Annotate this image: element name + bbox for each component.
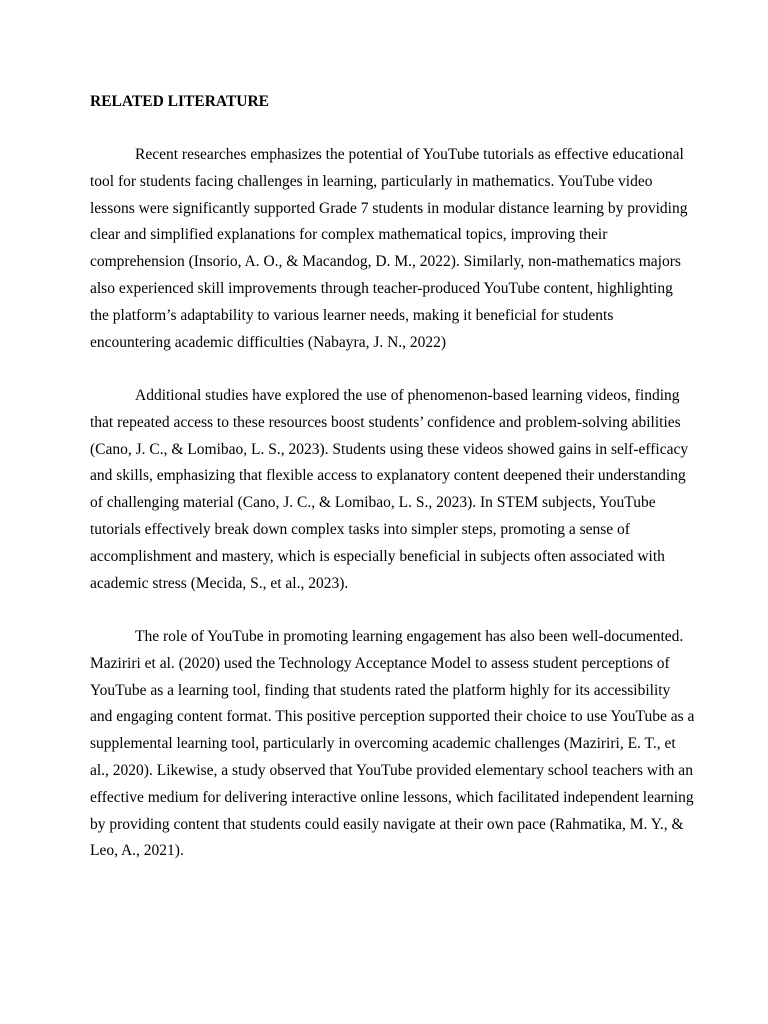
paragraph-line: comprehension (Insorio, A. O., & Macandog, D. M., 2022). Similarly, non-mathematics majors [90, 253, 681, 271]
paragraph-line: Maziriri et al. (2020) used the Technology Acceptance Model to assess student perceptions of [90, 654, 670, 672]
paragraph-line: accomplishment and mastery, which is especially beneficial in subjects often associated with [90, 547, 665, 565]
paragraph-line: and skills, emphasizing that flexible access to explanatory content deepened their understanding [90, 467, 686, 485]
paragraph-line: effective medium for delivering interactive online lessons, which facilitated independent learning [90, 788, 694, 806]
paragraph-line: al., 2020). Likewise, a study observed that YouTube provided elementary school teachers with an [90, 761, 693, 779]
paragraph-line: tool for students facing challenges in learning, particularly in mathematics. YouTube video [90, 172, 653, 190]
paragraph-line: that repeated access to these resources boost students’ confidence and problem-solving abilities [90, 413, 681, 431]
paragraph-line: clear and simplified explanations for complex mathematical topics, improving their [90, 226, 608, 244]
paragraph-2 [90, 383, 690, 597]
paragraph-line: lessons were significantly supported Grade 7 students in modular distance learning by providing [90, 199, 688, 217]
paragraph-3 [90, 624, 695, 865]
paragraph-line: encountering academic difficulties (Nabayra, J. N., 2022) [90, 333, 447, 351]
paragraph-line: (Cano, J. C., & Lomibao, L. S., 2023). Students using these videos showed gains in self-efficacy [90, 440, 689, 458]
paragraph-line: also experienced skill improvements through teacher-produced YouTube content, highlighting [90, 279, 673, 297]
paragraph-line: Additional studies have explored the use of phenomenon-based learning videos, finding [135, 387, 680, 404]
paragraph-line: tutorials effectively break down complex tasks into simpler steps, promoting a sense of [90, 520, 630, 538]
paragraph-line: supplemental learning tool, particularly in overcoming academic challenges (Maziriri, E. T., et [90, 735, 676, 753]
paragraph-line: academic stress (Mecida, S., et al., 2023). [90, 574, 349, 592]
paragraph-line: the platform’s adaptability to various learner needs, making it beneficial for students [90, 306, 614, 324]
paragraph-line: and engaging content format. This positive perception supported their choice to use YouTube as a [90, 708, 695, 726]
paragraph-line: YouTube as a learning tool, finding that students rated the platform highly for its accessibility [90, 681, 671, 699]
paragraph-line: Recent researches emphasizes the potential of YouTube tutorials as effective educational [135, 146, 684, 163]
paragraph-1 [90, 142, 690, 356]
section-heading: RELATED LITERATURE [90, 93, 270, 110]
paragraph-line: by providing content that students could easily navigate at their own pace (Rahmatika, M. Y., & [90, 815, 684, 833]
paragraph-line: The role of YouTube in promoting learning engagement has also been well-documented. [135, 628, 684, 645]
paragraph-line: Leo, A., 2021). [90, 842, 184, 860]
paragraph-line: of challenging material (Cano, J. C., & Lomibao, L. S., 2023). In STEM subjects, YouTube [90, 494, 656, 512]
